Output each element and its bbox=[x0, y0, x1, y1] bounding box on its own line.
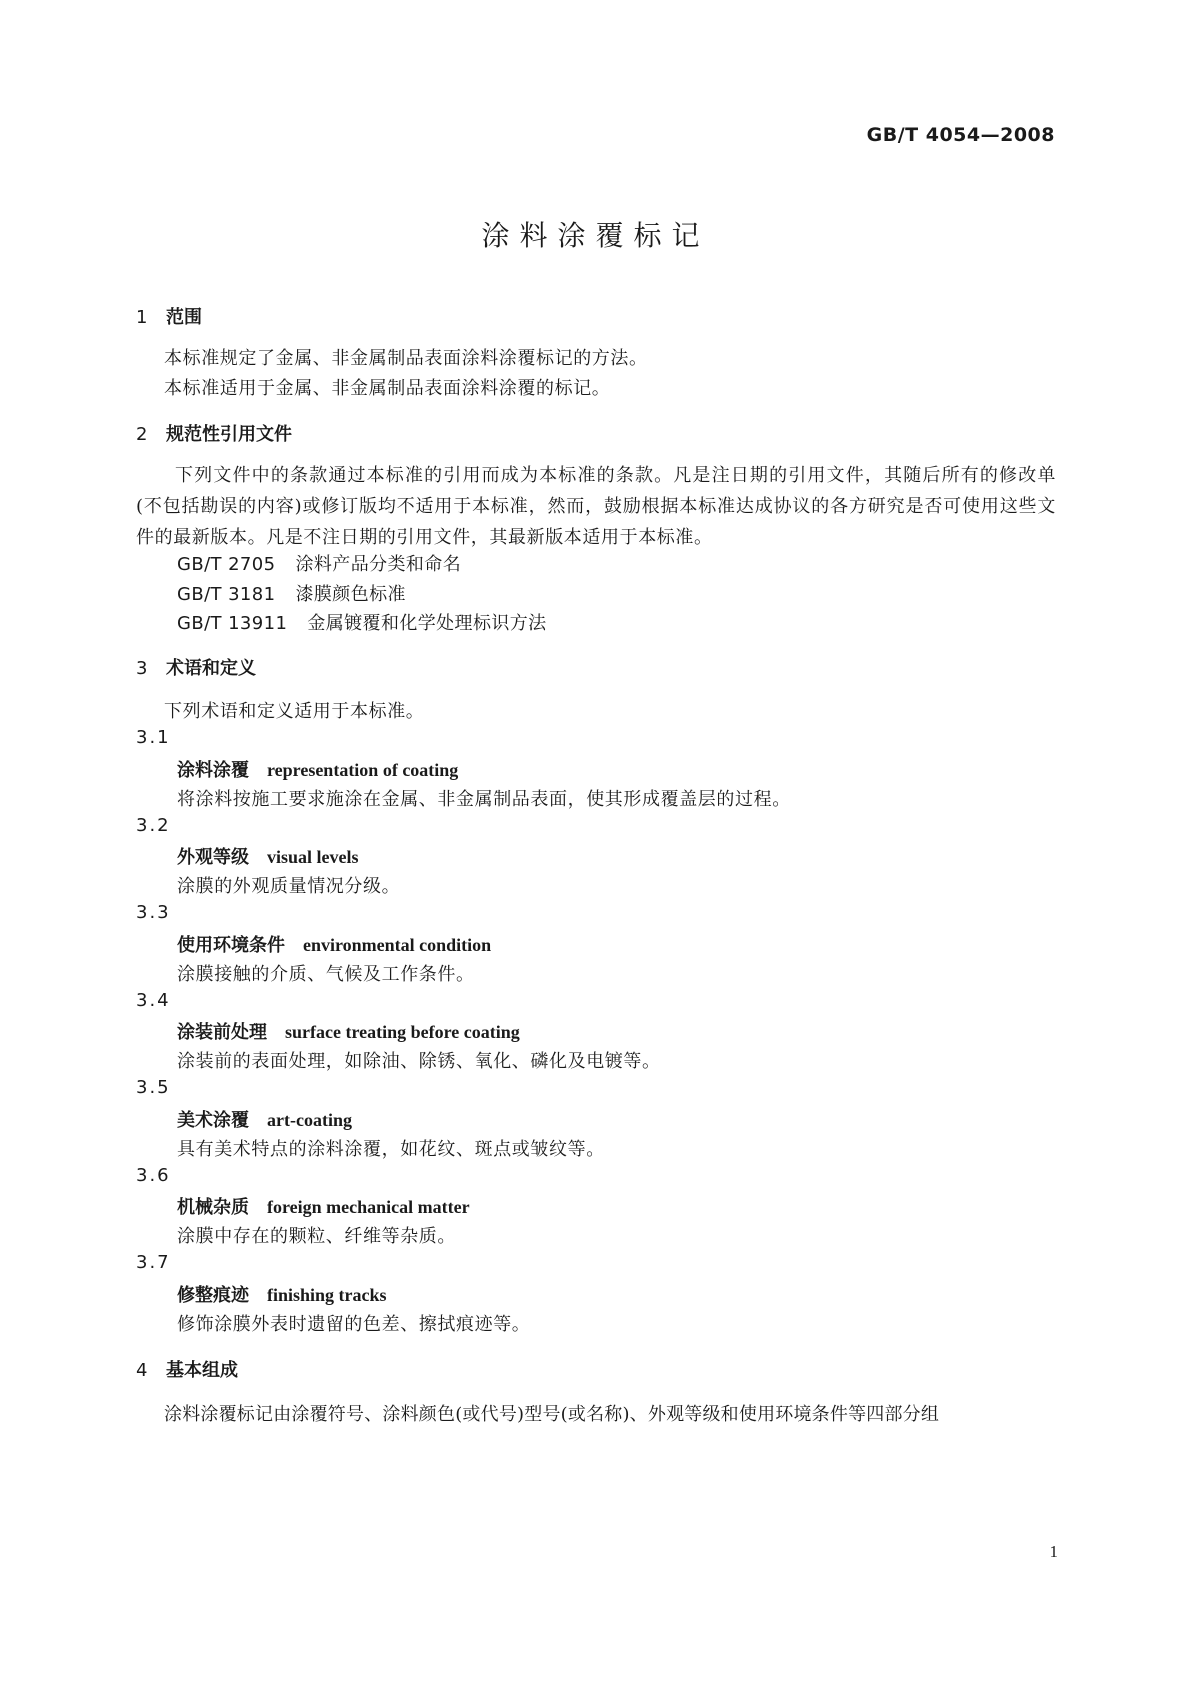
s3-intro: 下列术语和定义适用于本标准。 bbox=[164, 701, 425, 722]
ref-item bbox=[177, 580, 406, 606]
term-definition: 涂膜接触的介质、气候及工作条件。 bbox=[177, 964, 475, 985]
s1-paragraph-1: 本标准规定了金属、非金属制品表面涂料涂覆标记的方法。 bbox=[164, 348, 648, 369]
s1-paragraph-2: 本标准适用于金属、非金属制品表面涂料涂覆的标记。 bbox=[164, 378, 611, 399]
page-number: 1 bbox=[1049, 1542, 1058, 1561]
term-heading bbox=[177, 1281, 387, 1307]
section-number: 1 bbox=[136, 307, 148, 328]
term-en: finishing tracks bbox=[267, 1285, 387, 1305]
term-en: art-coating bbox=[267, 1110, 352, 1130]
ref-title: 涂料产品分类和命名 bbox=[295, 554, 462, 575]
ref-item bbox=[177, 550, 461, 576]
term-heading bbox=[177, 756, 458, 782]
term-heading bbox=[177, 1018, 520, 1044]
term-heading bbox=[177, 931, 491, 957]
term-en: surface treating before coating bbox=[285, 1022, 520, 1042]
term-definition: 涂膜的外观质量情况分级。 bbox=[177, 876, 401, 897]
ref-code: GB/T 13911 bbox=[177, 613, 288, 634]
term-en: environmental condition bbox=[303, 935, 492, 955]
section-title: 规范性引用文件 bbox=[166, 424, 292, 445]
term-en: foreign mechanical matter bbox=[267, 1197, 470, 1217]
term-number: 3.1 bbox=[136, 727, 171, 748]
s2-paragraph: 下列文件中的条款通过本标准的引用而成为本标准的条款。凡是注日期的引用文件，其随后所有的修改单(不包括勘误的内容)或修订版均不适用于本标准，然而，鼓励根据本标准达成协议的各方研究是否可使用这些文件的最新版本。凡是不注日期的引用文件，其最新版本适用于本标准。 bbox=[136, 465, 1056, 548]
term-definition: 涂膜中存在的颗粒、纤维等杂质。 bbox=[177, 1226, 456, 1247]
ref-title: 漆膜颜色标准 bbox=[295, 584, 406, 605]
term-number: 3.7 bbox=[136, 1252, 171, 1273]
page-title: 涂料涂覆标记 bbox=[481, 219, 710, 252]
term-definition: 涂装前的表面处理，如除油、除锈、氧化、磷化及电镀等。 bbox=[177, 1051, 661, 1072]
term-definition: 将涂料按施工要求施涂在金属、非金属制品表面，使其形成覆盖层的过程。 bbox=[177, 789, 791, 810]
term-definition: 具有美术特点的涂料涂覆，如花纹、斑点或皱纹等。 bbox=[177, 1139, 605, 1160]
section-title: 基本组成 bbox=[166, 1360, 238, 1381]
section-number: 4 bbox=[136, 1360, 148, 1381]
term-zh: 涂装前处理 bbox=[177, 1022, 267, 1043]
term-zh: 外观等级 bbox=[177, 847, 249, 868]
section-2-heading bbox=[136, 420, 292, 446]
ref-code: GB/T 2705 bbox=[177, 554, 276, 575]
term-zh: 机械杂质 bbox=[177, 1197, 249, 1218]
term-en: visual levels bbox=[267, 847, 359, 867]
standard-code: GB/T 4054—2008 bbox=[866, 124, 1055, 146]
section-title: 范围 bbox=[166, 307, 202, 328]
section-number: 2 bbox=[136, 424, 148, 445]
term-zh: 使用环境条件 bbox=[177, 935, 285, 956]
term-number: 3.4 bbox=[136, 990, 171, 1011]
s4-paragraph: 涂料涂覆标记由涂覆符号、涂料颜色(或代号)型号(或名称)、外观等级和使用环境条件等四部分组 bbox=[164, 1404, 940, 1425]
term-heading bbox=[177, 843, 359, 869]
term-heading bbox=[177, 1106, 352, 1132]
section-4-heading bbox=[136, 1356, 238, 1382]
term-number: 3.6 bbox=[136, 1165, 171, 1186]
term-number: 3.5 bbox=[136, 1077, 171, 1098]
term-zh: 修整痕迹 bbox=[177, 1285, 249, 1306]
section-1-heading bbox=[136, 303, 202, 329]
term-number: 3.3 bbox=[136, 902, 171, 923]
ref-code: GB/T 3181 bbox=[177, 584, 276, 605]
term-en: representation of coating bbox=[267, 760, 459, 780]
section-number: 3 bbox=[136, 658, 148, 679]
term-number: 3.2 bbox=[136, 815, 171, 836]
ref-item bbox=[177, 609, 547, 635]
term-definition: 修饰涂膜外表时遗留的色差、擦拭痕迹等。 bbox=[177, 1314, 531, 1335]
ref-title: 金属镀覆和化学处理标识方法 bbox=[307, 613, 547, 634]
section-title: 术语和定义 bbox=[166, 658, 256, 679]
term-heading bbox=[177, 1193, 470, 1219]
term-zh: 美术涂覆 bbox=[177, 1110, 249, 1131]
section-3-heading bbox=[136, 654, 256, 680]
term-zh: 涂料涂覆 bbox=[177, 760, 249, 781]
